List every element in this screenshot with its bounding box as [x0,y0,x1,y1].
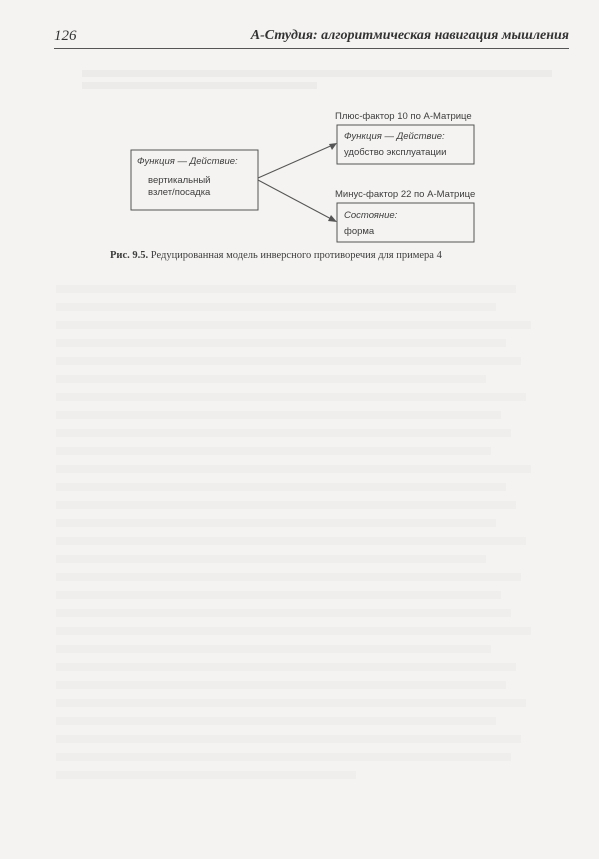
top-right-heading: Функция — Действие: [344,131,445,142]
left-box-line1: вертикальный [148,175,211,186]
bottom-right-heading: Состояние: [344,210,398,221]
arrowhead-minus [328,215,337,222]
figure-9-5 [0,0,599,270]
show-through-body [56,285,556,789]
minus-factor-label: Минус-фактор 22 по А-Матрице [335,189,476,200]
diagram-lines [0,0,599,270]
arrow-to-plus [258,144,335,178]
left-box-heading: Функция — Действие: [137,156,238,167]
plus-factor-label: Плюс-фактор 10 по А-Матрице [335,111,472,122]
top-right-value: удобство эксплуатации [344,147,447,158]
caption-text: Редуцированная модель инверсного противоречия для примера 4 [150,250,442,261]
caption-label: Рис. 9.5. [110,250,149,261]
running-title: А-Студия: алгоритмическая навигация мышления [250,28,569,43]
arrow-to-minus [258,180,335,221]
figure-caption [110,250,530,261]
bottom-right-value: форма [344,226,375,237]
left-box-line2: взлет/посадка [148,187,211,198]
page-number: 126 [54,28,77,44]
